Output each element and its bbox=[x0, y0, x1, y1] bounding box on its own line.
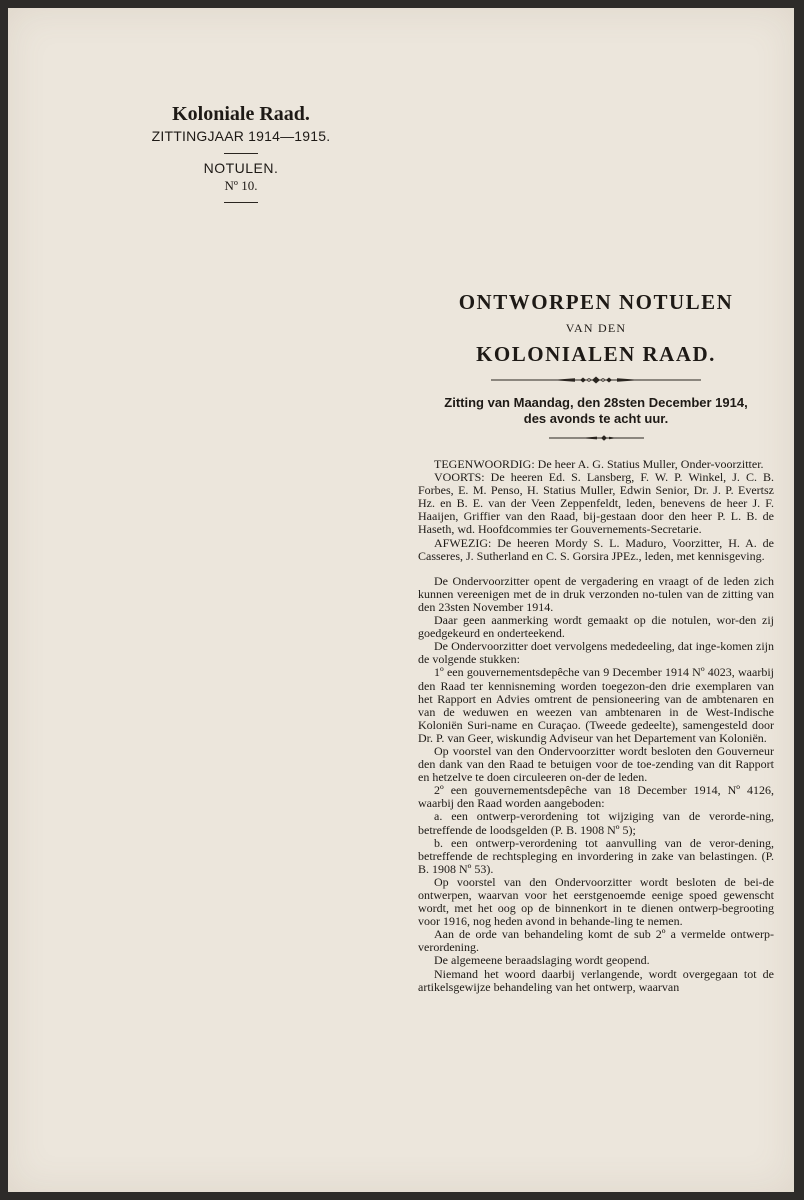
council-title: Koloniale Raad. bbox=[172, 103, 310, 125]
minutes-paragraph: Daar geen aanmerking wordt gemaakt op die notulen, wor-den zij goedgekeurd en onderteekend. bbox=[418, 613, 774, 641]
header-divider-bottom bbox=[224, 202, 258, 203]
minutes-paragraph: De Ondervoorzitter doet vervolgens mededeeling, dat inge-komen zijn de volgende stukken: bbox=[418, 639, 774, 667]
document-page bbox=[8, 8, 794, 1192]
ornament-divider-small bbox=[549, 434, 644, 442]
header-divider bbox=[224, 153, 258, 154]
main-council-name: KOLONIALEN RAAD. bbox=[476, 342, 716, 366]
notulen-label: NOTULEN. bbox=[203, 160, 279, 176]
minutes-paragraph: a. een ontwerp-verordening tot wijziging van de verorde-ning, betreffende de loodsgelden (P. B. 1908 Nº 5); bbox=[418, 809, 774, 837]
minutes-paragraph: Aan de orde van behandeling komt de sub 2º a vermelde ontwerp-verordening. bbox=[418, 927, 774, 955]
session-year: ZITTINGJAAR 1914—1915. bbox=[151, 128, 331, 144]
attendance-also: VOORTS: De heeren Ed. S. Lansberg, F. W. P. Winkel, J. C. B. Forbes, E. M. Penso, H. Statius Muller, Edwin Senior, Dr. J. P. Evertsz Hz. en B. E. van der Veen Zeppenfeldt, leden, benevens de heer J. F. Haaijen, Griffier van den Raad, bij-gestaan door den heer P. L. B. de Haseth, wd. Hoofdcommies ter Gouvernements-Secretarie. bbox=[418, 470, 774, 537]
attendance-present: TEGENWOORDIG: De heer A. G. Statius Muller, Onder-voorzitter. bbox=[434, 457, 764, 471]
attendance-absent: AFWEZIG: De heeren Mordy S. L. Maduro, Voorzitter, H. A. de Casseres, J. Sutherland en C. S. Gorsira JPEz., leden, met kennisgeving. bbox=[418, 535, 774, 563]
minutes-body bbox=[418, 458, 774, 994]
minutes-paragraph: De Ondervoorzitter opent de vergadering en vraagt of de leden zich kunnen vereenigen met de in druk verzonden no-tulen van de zitting van den 23sten November 1914. bbox=[418, 573, 774, 614]
minutes-paragraph: Op voorstel van den Ondervoorzitter wordt besloten den Gouverneur den dank van den Raad te betuigen voor de toe-zending van dit Rapport en hetzelve te doen circuleeren on-der de leden. bbox=[418, 743, 774, 785]
session-date-line: Zitting van Maandag, den 28sten December 1914, bbox=[444, 395, 748, 410]
session-time-line: des avonds te acht uur. bbox=[523, 411, 669, 426]
main-column bbox=[418, 288, 774, 994]
minutes-paragraph: De algemeene beraadslaging wordt geopend. bbox=[434, 953, 650, 968]
minutes-paragraph: Niemand het woord daarbij verlangende, wordt overgegaan tot de artikelsgewijze behandeling van het ontwerp, waarvan bbox=[418, 966, 774, 994]
minutes-paragraph: 2º een gouvernementsdepêche van 18 December 1914, Nº 4126, waarbij den Raad worden aangeboden: bbox=[418, 783, 774, 811]
document-number: Nº 10. bbox=[224, 178, 258, 193]
header-block bbox=[116, 103, 366, 203]
main-title: ONTWORPEN NOTULEN bbox=[458, 290, 734, 314]
main-subtitle: VAN DEN bbox=[565, 321, 627, 335]
minutes-paragraph: b. een ontwerp-verordening tot aanvulling van de veror-dening, betreffende de rechtspleging en invordering in zake van belastingen. (P. B. 1908 Nº 53). bbox=[418, 835, 774, 876]
ornament-divider bbox=[491, 375, 701, 385]
minutes-paragraph: 1º een gouvernementsdepêche van 9 December 1914 Nº 4023, waarbij den Raad ter kennisneming worden toegezon-den drie exemplaren van het Rapport en Advies omtrent de pensioneering van de ambtenaren en van de weduwen en weezen van ambtenaren in de West-Indische Koloniën Suri-name en Curaçao. (Tweede gedeelte), samengesteld door Dr. P. van Geer, wiskundig Adviseur van het Departement van Koloniën. bbox=[418, 665, 774, 745]
minutes-paragraph: Op voorstel van den Ondervoorzitter wordt besloten de bei-de ontwerpen, waarvan voor het eerstgenoemde eenige spoed gewenscht wordt, met het oog op de binnenkort in te dienen ontwerp-begrooting voor 1916, nog heden avond in behande-ling te nemen. bbox=[418, 874, 774, 929]
